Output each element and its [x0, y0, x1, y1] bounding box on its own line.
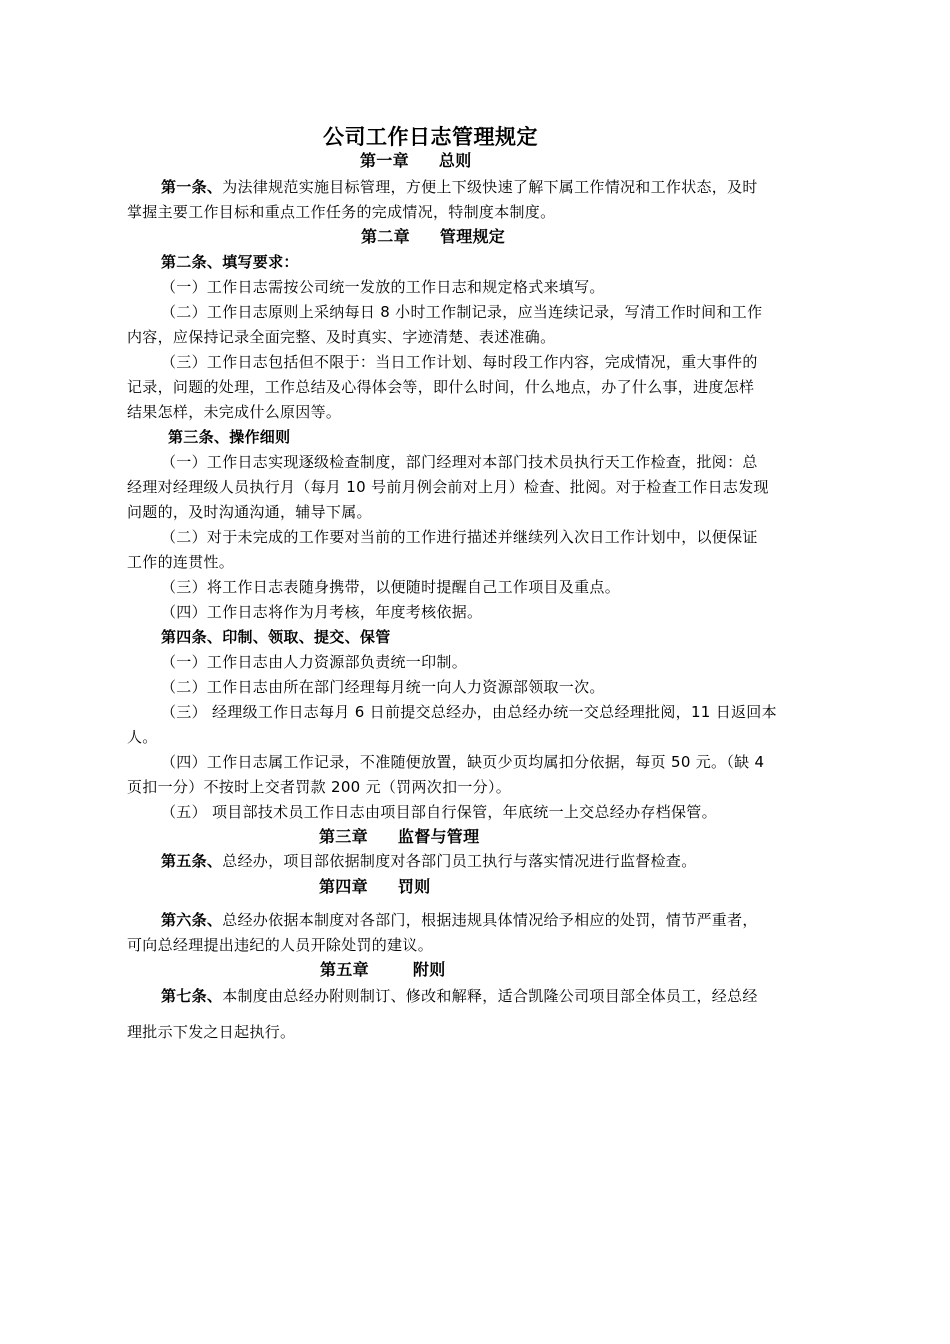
article-1-line: 掌握主要工作目标和重点工作任务的完成情况，特制度本制度。 — [127, 203, 556, 221]
article-2-heading: 第二条、填写要求： — [161, 253, 299, 271]
document-title: 公司工作日志管理规定 — [323, 125, 538, 149]
article-7-line: 理批示下发之日起执行。 — [127, 1023, 296, 1041]
paragraph: （一）工作日志由人力资源部负责统一印制。 — [161, 653, 468, 671]
chapter-1-heading — [360, 150, 472, 172]
chapter-number: 第五章 — [320, 960, 369, 979]
paragraph: （四）工作日志属工作记录，不准随便放置，缺页少页均属扣分依据，每页 50 元。（缺 4 — [161, 753, 765, 771]
chapter-name: 附则 — [412, 960, 446, 979]
article-6-line — [161, 910, 758, 930]
article-label: 第五条、 — [161, 852, 223, 870]
chapter-5-heading — [320, 959, 446, 981]
article-text: 为法律规范实施目标管理，方便上下级快速了解下属工作情况和工作状态，及时 — [222, 178, 758, 196]
article-6-line: 可向总经理提出违纪的人员开除处罚的建议。 — [127, 936, 434, 954]
paragraph: （一）工作日志需按公司统一发放的工作日志和规定格式来填写。 — [161, 278, 605, 296]
paragraph: （三）工作日志包括但不限于：当日工作计划、每时段工作内容，完成情况，重大事件的 — [161, 353, 758, 371]
paragraph: （三）将工作日志表随身携带，以便随时提醒自己工作项目及重点。 — [161, 578, 621, 596]
article-5-line — [161, 851, 697, 871]
chapter-name: 管理规定 — [439, 227, 506, 246]
paragraph: 页扣一分）不按时上交者罚款 200 元（罚两次扣一分）。 — [127, 778, 512, 796]
chapter-4-heading — [319, 876, 431, 898]
article-7-line — [161, 986, 758, 1006]
chapter-number: 第一章 — [360, 151, 409, 170]
chapter-2-heading — [361, 226, 505, 248]
article-text: 总经办，项目部依据制度对各部门员工执行与落实情况进行监督检查。 — [222, 852, 697, 870]
paragraph: （一）工作日志实现逐级检查制度，部门经理对本部门技术员执行天工作检查，批阅：总 — [161, 453, 758, 471]
chapter-name: 罚则 — [397, 877, 431, 896]
paragraph: 工作的连贯性。 — [127, 553, 235, 571]
article-label: 第七条、 — [161, 987, 223, 1005]
article-4-heading: 第四条、印制、领取、提交、保管 — [161, 628, 391, 646]
paragraph: （四）工作日志将作为月考核，年度考核依据。 — [161, 603, 483, 621]
article-1-line — [161, 177, 758, 197]
article-3-heading: 第三条、操作细则 — [168, 428, 291, 446]
chapter-number: 第二章 — [361, 227, 410, 246]
paragraph: 结果怎样，未完成什么原因等。 — [127, 403, 342, 421]
article-label: 第一条、 — [161, 178, 223, 196]
paragraph: 人。 — [127, 728, 158, 746]
paragraph: 记录，问题的处理，工作总结及心得体会等，即什么时间，什么地点，办了什么事，进度怎样 — [127, 378, 755, 396]
chapter-3-heading — [319, 826, 479, 848]
chapter-name: 总则 — [438, 151, 472, 170]
paragraph: 经理对经理级人员执行月（每月 10 号前月例会前对上月）检查、批阅。对于检查工作日志发现 — [127, 478, 769, 496]
paragraph: （二）对于未完成的工作要对当前的工作进行描述并继续列入次日工作计划中，以便保证 — [161, 528, 758, 546]
paragraph: 问题的，及时沟通沟通，辅导下属。 — [127, 503, 372, 521]
paragraph: （五） 项目部技术员工作日志由项目部自行保管，年底统一上交总经办存档保管。 — [161, 803, 717, 821]
chapter-number: 第三章 — [319, 827, 368, 846]
chapter-number: 第四章 — [319, 877, 368, 896]
article-label: 第六条、 — [161, 911, 223, 929]
paragraph: （二）工作日志由所在部门经理每月统一向人力资源部领取一次。 — [161, 678, 605, 696]
paragraph: （二）工作日志原则上采纳每日 8 小时工作制记录，应当连续记录，写清工作时间和工作 — [161, 303, 763, 321]
paragraph: （三） 经理级工作日志每月 6 日前提交总经办，由总经办统一交总经理批阅，11 日返回本 — [161, 703, 777, 721]
chapter-name: 监督与管理 — [397, 827, 480, 846]
article-text: 总经办依据本制度对各部门，根据违规具体情况给予相应的处罚，情节严重者， — [222, 911, 758, 929]
article-text: 本制度由总经办附则制订、修改和解释，适合凯隆公司项目部全体员工，经总经 — [222, 987, 758, 1005]
paragraph: 内容，应保持记录全面完整、及时真实、字迹清楚、表述准确。 — [127, 328, 556, 346]
